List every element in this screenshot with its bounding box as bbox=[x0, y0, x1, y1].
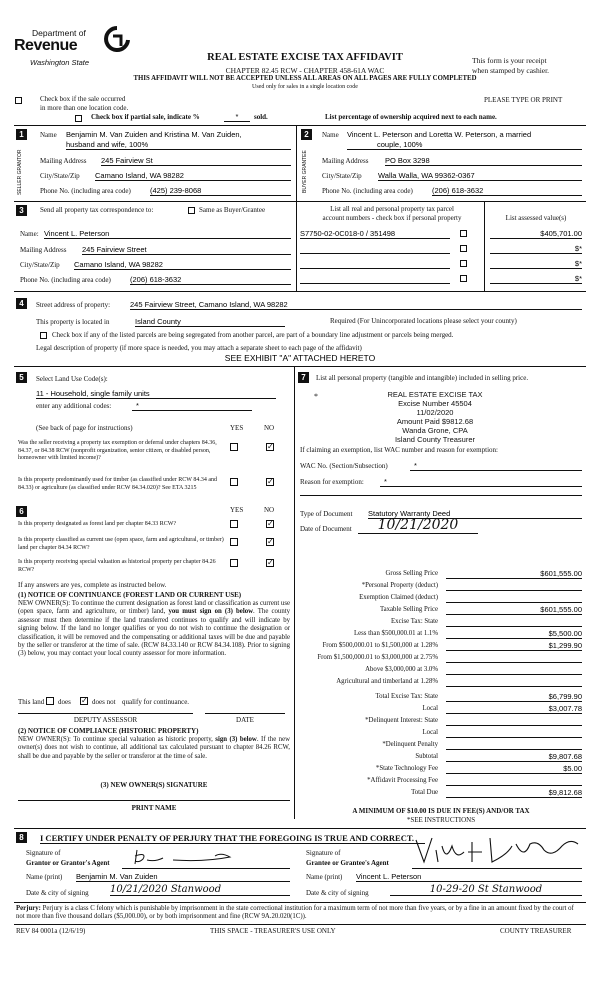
assessor-date-label: DATE bbox=[236, 716, 254, 724]
grantee-print-name[interactable]: Vincent L. Peterson bbox=[356, 872, 582, 882]
calc-row-value[interactable]: $6,799.90 bbox=[446, 692, 582, 702]
notice-1-text-b: you must sign on (3) below bbox=[168, 608, 254, 616]
buyer-name[interactable]: Vincent L. Peterson and Loretta W. Peterson, a married bbox=[347, 130, 532, 139]
sec5-question-1: Was the seller receiving a property tax exemption or deferral under chapters 84.36, 84.37, or 84.38 RCW (nonprofit organization, senior citizen, or disabled person, homeowner with limited income)? bbox=[18, 440, 217, 461]
personal-property-checkbox[interactable] bbox=[460, 230, 467, 237]
logo-dept-text: Department of bbox=[32, 28, 86, 38]
form-warning: THIS AFFIDAVIT WILL NOT BE ACCEPTED UNLESS ALL AREAS ON ALL PAGES ARE FULLY COMPLETED bbox=[133, 75, 477, 82]
calc-row-label: Local bbox=[422, 729, 438, 736]
sec6-q3-no-checkbox[interactable]: ✓ bbox=[267, 558, 274, 567]
calc-row-label: *Personal Property (deduct) bbox=[361, 582, 438, 589]
additional-codes[interactable]: * bbox=[132, 401, 252, 411]
stamp-mark-icon: * bbox=[314, 392, 318, 401]
calc-row-label: Excise Tax: State bbox=[391, 618, 438, 625]
calc-row-value[interactable] bbox=[446, 716, 582, 726]
buyer-phone-label: Phone No. (including area code) bbox=[322, 187, 413, 195]
calc-row-label: *Affidavit Processing Fee bbox=[367, 777, 438, 784]
buyer-name-line2[interactable]: couple, 100% bbox=[347, 140, 582, 150]
location-required-note: Required (For Unincorporated locations please select your county) bbox=[330, 317, 517, 325]
segregated-label: Check box if any of the listed parcels are being segregated from another parcel, are part of a boundary line adjustment or parcels being merged. bbox=[52, 331, 454, 339]
calc-row-label: Taxable Selling Price bbox=[379, 606, 438, 613]
seller-address[interactable]: 245 Fairview St bbox=[101, 156, 291, 166]
buyer-phone[interactable]: (206) 618-3632 bbox=[432, 186, 582, 196]
land-does-not-checkbox[interactable]: ✓ bbox=[81, 696, 88, 705]
calc-row-value[interactable]: $601,555.00 bbox=[446, 569, 582, 579]
parcel-number[interactable] bbox=[300, 274, 450, 284]
partial-sale-label: Check box if partial sale, indicate % bbox=[91, 113, 200, 121]
seller-name-label: Name bbox=[40, 131, 57, 139]
ownership-note: List percentage of ownership acquired next to each name. bbox=[325, 113, 497, 121]
calc-row-value[interactable]: $5,500.00 bbox=[446, 629, 582, 639]
form-number: REV 84 0001a (12/6/19) bbox=[16, 927, 86, 935]
calc-row-label: Less than $500,000.01 at 1.1% bbox=[353, 630, 438, 637]
section-3-number: 3 bbox=[16, 205, 27, 216]
calc-row-value[interactable] bbox=[446, 677, 582, 687]
notice-2-text-a: NEW OWNER(S): To continue special valuation as historic property, bbox=[18, 736, 216, 743]
buyer-address[interactable]: PO Box 3298 bbox=[385, 156, 582, 166]
perjury-text: Perjury is a class C felony which is punishable by imprisonment in the state correctional institution for a maximum term of not more than five years, or by a fine in an amount fixed by the court of not more than five thousand dollars ($5,000.00), or by both imprisonment and fine (RCW 9A.20.020(1C)). bbox=[16, 905, 574, 921]
form-title: REAL ESTATE EXCISE TAX AFFIDAVIT bbox=[207, 52, 403, 63]
tax-corr-label: Send all property tax correspondence to: bbox=[40, 206, 154, 214]
land-does-checkbox[interactable] bbox=[46, 697, 54, 705]
notice-2-text-b: sign (3) below bbox=[215, 736, 257, 743]
tax-corr-address[interactable]: 245 Fairview Street bbox=[82, 245, 291, 255]
parcels-header-2: account numbers - check box if personal property bbox=[322, 214, 462, 222]
stamp-line: Wanda Grone, CPA bbox=[402, 426, 468, 435]
stamp-line: 11/02/2020 bbox=[416, 408, 454, 417]
calc-row-value[interactable] bbox=[446, 776, 582, 786]
minimum-due-note: A MINIMUM OF $10.00 IS DUE IN FEE(S) AND/OR TAX bbox=[352, 807, 530, 815]
tax-corr-city[interactable]: Camano Island, WA 98282 bbox=[74, 260, 291, 270]
sec6-q2-no-checkbox[interactable]: ✓ bbox=[267, 537, 274, 546]
calc-row-label: *Delinquent Interest: State bbox=[365, 717, 438, 724]
buyer-address-label: Mailing Address bbox=[322, 157, 369, 165]
sec6-question-3: Is this property receiving special valuation as historical property per chapter 84.26 RCW? bbox=[18, 559, 216, 573]
parcel-assessed-value[interactable]: $* bbox=[490, 274, 582, 284]
property-location[interactable]: Island County bbox=[135, 317, 285, 327]
section-6-number: 6 bbox=[16, 506, 27, 517]
sec6-question-1: Is this property designated as forest land per chapter 84.33 RCW? bbox=[18, 521, 177, 527]
calc-row-value[interactable]: $601,555.00 bbox=[446, 605, 582, 615]
legal-label: Legal description of property (if more space is needed, you may attach a separate sheet to each page of the affidavit) bbox=[36, 344, 362, 352]
tax-corr-name-label: Name: bbox=[20, 230, 39, 238]
stamp-line: Island County Treasurer bbox=[394, 435, 476, 444]
tax-corr-phone[interactable]: (206) 618-3632 bbox=[130, 275, 291, 285]
logo-state-text: Washington State bbox=[30, 58, 90, 67]
seller-phone-label: Phone No. (including area code) bbox=[40, 187, 131, 195]
personal-property-checkbox[interactable] bbox=[460, 260, 467, 267]
personal-property-checkbox[interactable] bbox=[460, 245, 467, 252]
sec5-q2-yes-checkbox[interactable] bbox=[230, 478, 238, 486]
land-does-not-label: does not bbox=[92, 698, 116, 706]
partial-sale-checkbox[interactable] bbox=[75, 115, 82, 122]
multi-location-label: Check box if the sale occurred bbox=[40, 95, 126, 103]
calc-row-value[interactable]: $5.00 bbox=[446, 764, 582, 774]
buyer-city-label: City/State/Zip bbox=[322, 172, 362, 180]
receipt-note-2: when stamped by cashier. bbox=[472, 66, 550, 75]
buyer-name-label: Name bbox=[322, 131, 339, 139]
grantor-agent-label: Grantor or Grantor's Agent bbox=[26, 859, 110, 867]
property-street[interactable]: 245 Fairview Street, Camano Island, WA 98282 bbox=[130, 300, 582, 310]
sec6-q1-no-checkbox[interactable]: ✓ bbox=[267, 519, 274, 528]
grantor-name-label: Name (print) bbox=[26, 873, 63, 881]
calc-row-label: Agricultural and timberland at 1.28% bbox=[336, 678, 438, 685]
type-or-print: PLEASE TYPE OR PRINT bbox=[484, 96, 563, 104]
calc-row-label: Total Due bbox=[411, 789, 438, 796]
land-does-label: does bbox=[58, 698, 71, 706]
notice-2-text-c: . If the new owner(s) does not wish to continue, all additional tax calculated pursuant to chapter 84.26 RCW, shall be due and payable by the seller or transferor at the time of sale. bbox=[18, 736, 290, 760]
exemption-label: If claiming an exemption, list WAC number and reason for exemption: bbox=[300, 446, 498, 454]
wac-label: WAC No. (Section/Subsection) bbox=[300, 462, 388, 470]
values-header: List assessed value(s) bbox=[505, 214, 567, 222]
sec6-q2-yes-checkbox[interactable] bbox=[230, 538, 238, 546]
additional-codes-label: enter any additional codes: bbox=[36, 402, 112, 410]
multi-location-label-2: in more than one location code. bbox=[40, 104, 129, 112]
doc-date[interactable]: 10/21/2020 bbox=[358, 517, 478, 534]
parcel-number[interactable] bbox=[300, 244, 450, 254]
sec5-q1-yes-checkbox[interactable] bbox=[230, 443, 238, 451]
single-location-note: Used only for sales in a single location code bbox=[252, 84, 358, 90]
section-7-number: 7 bbox=[298, 372, 309, 383]
doc-type-label: Type of Document bbox=[300, 510, 353, 518]
sec6-yes-header: YES bbox=[230, 506, 244, 514]
grantor-date-city[interactable]: 10/21/2020 Stanwood bbox=[110, 884, 290, 896]
dor-logo bbox=[14, 24, 132, 70]
sec6-no-header: NO bbox=[264, 506, 275, 514]
calc-row-value[interactable]: $3,007.78 bbox=[446, 704, 582, 714]
calc-row-label: From $1,500,000.01 to $3,000,000 at 2.75% bbox=[317, 654, 438, 661]
sec5-question-2: Is this property predominantly used for timber (as classified under RCW 84.34 and 84.33) or agriculture (as classified under RCW 84.34.020)? See ETA 3215 bbox=[18, 477, 218, 491]
print-name-label: PRINT NAME bbox=[131, 804, 177, 812]
certify-statement: I CERTIFY UNDER PENALTY OF PERJURY THAT THE FOREGOING IS TRUE AND CORRECT. bbox=[40, 833, 415, 843]
sec5-q2-no-checkbox[interactable]: ✓ bbox=[267, 477, 274, 486]
grantor-print-name[interactable]: Benjamin M. Van Zuiden bbox=[76, 872, 290, 882]
partial-sale-sold: sold. bbox=[254, 113, 268, 121]
seller-side-label: SELLER GRANTOR bbox=[17, 149, 23, 195]
stamp-line: REAL ESTATE EXCISE TAX bbox=[387, 390, 483, 399]
legal-description[interactable]: SEE EXHIBIT "A" ATTACHED HERETO bbox=[224, 353, 376, 363]
section-8-number: 8 bbox=[16, 832, 27, 843]
section-1-number: 1 bbox=[16, 129, 27, 140]
segregated-checkbox[interactable] bbox=[40, 332, 47, 339]
grantee-agent-label: Grantee or Grantee's Agent bbox=[306, 859, 389, 867]
calc-row-value[interactable]: $1,299.90 bbox=[446, 641, 582, 651]
land-use-label: Select Land Use Code(s): bbox=[36, 375, 108, 383]
deputy-assessor-label: DEPUTY ASSESSOR bbox=[73, 716, 138, 724]
section-5-number: 5 bbox=[16, 372, 27, 383]
street-label: Street address of property: bbox=[36, 301, 111, 309]
calc-row-value[interactable] bbox=[446, 740, 582, 750]
calc-row-value[interactable] bbox=[446, 593, 582, 603]
land-use-code[interactable]: 11 - Household, single family units bbox=[36, 389, 276, 399]
personal-property-label: List all personal property (tangible and intangible) included in selling price. bbox=[316, 374, 529, 382]
calc-row-label: Total Excise Tax: State bbox=[375, 693, 438, 700]
same-as-buyer-label: Same as Buyer/Grantee bbox=[199, 206, 266, 214]
seller-address-label: Mailing Address bbox=[40, 157, 87, 165]
doc-date-label: Date of Document bbox=[300, 525, 352, 533]
tax-corr-phone-label: Phone No. (including area code) bbox=[20, 276, 111, 284]
calc-row-value[interactable] bbox=[446, 617, 582, 627]
sec6-question-2: Is this property classified as current use (open space, farm and agricultural, or timber) land per chapter 84.34 RCW? bbox=[18, 537, 224, 551]
sec5-yes-header: YES bbox=[230, 424, 244, 432]
calc-row-label: Subtotal bbox=[415, 753, 438, 760]
calc-row-label: *Delinquent Penalty bbox=[382, 741, 438, 748]
calc-row-label: Local bbox=[422, 705, 438, 712]
parcel-assessed-value[interactable]: $405,701.00 bbox=[490, 229, 582, 239]
notice-1-title: (1) NOTICE OF CONTINUANCE (FOREST LAND OR CURRENT USE) bbox=[18, 591, 242, 599]
sec5-q1-no-checkbox[interactable]: ✓ bbox=[267, 442, 274, 451]
calc-row-label: Above $3,000,000 at 3.0% bbox=[365, 666, 438, 673]
calc-row-value[interactable] bbox=[446, 653, 582, 663]
see-instructions: *SEE INSTRUCTIONS bbox=[406, 816, 476, 824]
back-page-note: (See back of page for instructions) bbox=[36, 424, 133, 432]
this-land-label: This land bbox=[18, 698, 45, 706]
calc-row-label: From $500,000.01 to $1,500,000 at 1.28% bbox=[322, 642, 438, 649]
calc-row-value[interactable]: $9,807.68 bbox=[446, 752, 582, 762]
section-4-number: 4 bbox=[16, 298, 27, 309]
logo-revenue-text: Revenue bbox=[14, 37, 78, 54]
calc-row-label: Exemption Claimed (deduct) bbox=[359, 594, 438, 601]
section-2-number: 2 bbox=[301, 129, 312, 140]
buyer-city[interactable]: Walla Walla, WA 99362-0367 bbox=[378, 171, 582, 181]
grantor-sig-of: Signature of bbox=[26, 849, 61, 857]
personal-property-checkbox[interactable] bbox=[460, 275, 467, 282]
grantee-signature[interactable] bbox=[412, 832, 582, 868]
county-treasurer-label: COUNTY TREASURER bbox=[500, 927, 572, 935]
reason-label: Reason for exemption: bbox=[300, 478, 364, 486]
perjury-notice bbox=[16, 905, 584, 922]
doc-type[interactable]: Statutory Warranty Deed bbox=[368, 509, 582, 519]
calc-row-value[interactable]: $9,812.68 bbox=[446, 788, 582, 798]
grantee-name-label: Name (print) bbox=[306, 873, 343, 881]
grantor-date-label: Date & city of signing bbox=[26, 889, 89, 897]
seller-city[interactable]: Camano Island, WA 98282 bbox=[95, 171, 291, 181]
notice-1-text-c: . The county assessor must then determine if the land transferred continues to qualify and will indicate by signing below. If the land no longer qualifies or you do not wish to continue the designation or classification, it will be removed and the compensating or additional taxes will be due and payable by the seller or transferor at the time of sale. (RCW 84.33.140 or RCW 84.34.108). Prior to signing (3) below, you may contact your local county assessor for more information. bbox=[18, 608, 291, 658]
notice-1-text bbox=[18, 600, 290, 659]
parcel-assessed-value[interactable]: $* bbox=[490, 259, 582, 269]
wac-number[interactable]: * bbox=[410, 461, 582, 471]
multi-location-checkbox[interactable] bbox=[15, 97, 22, 104]
stamp-line: Amount Paid $9812.68 bbox=[396, 417, 474, 426]
seller-city-label: City/State/Zip bbox=[40, 172, 80, 180]
seller-name[interactable]: Benjamin M. Van Zuiden and Kristina M. Van Zuiden, bbox=[66, 130, 242, 139]
new-owner-signature-title: (3) NEW OWNER(S) SIGNATURE bbox=[100, 781, 208, 789]
seller-phone[interactable]: (425) 239-8068 bbox=[150, 186, 291, 196]
tax-corr-address-label: Mailing Address bbox=[20, 246, 67, 254]
treasurer-space-label: THIS SPACE - TREASURER'S USE ONLY bbox=[210, 927, 336, 935]
grantee-sig-of: Signature of bbox=[306, 849, 341, 857]
grantor-signature[interactable] bbox=[125, 846, 285, 868]
tax-corr-name[interactable]: Vincent L. Peterson bbox=[44, 229, 291, 239]
calc-row-label: Gross Selling Price bbox=[385, 570, 438, 577]
sec6-q1-yes-checkbox[interactable] bbox=[230, 520, 238, 528]
seller-name-line2[interactable]: husband and wife, 100% bbox=[66, 140, 291, 150]
parcels-header-1: List all real and personal property tax parcel bbox=[330, 205, 454, 213]
notice-1-text-a: NEW OWNER(S): To continue the current designation as forest land or classification as current use (open space, farm and agriculture, or timber) land, bbox=[18, 600, 290, 616]
sec6-q3-yes-checkbox[interactable] bbox=[230, 559, 238, 567]
buyer-side-label: BUYER GRANTEE bbox=[302, 150, 308, 194]
form-chapter: CHAPTER 82.45 RCW - CHAPTER 458-61A WAC bbox=[225, 66, 385, 75]
parcel-assessed-value[interactable]: $* bbox=[490, 244, 582, 254]
sec5-no-header: NO bbox=[264, 424, 275, 432]
qualify-label: qualify for continuance. bbox=[122, 698, 190, 706]
calc-row-value[interactable] bbox=[446, 665, 582, 675]
logo-emblem-icon bbox=[104, 26, 130, 54]
partial-sale-percent[interactable]: * bbox=[224, 112, 250, 122]
treasurer-stamp bbox=[340, 390, 530, 444]
calc-row-value[interactable] bbox=[446, 728, 582, 738]
same-as-buyer-checkbox[interactable] bbox=[188, 207, 195, 214]
notice-2-title: (2) NOTICE OF COMPLIANCE (HISTORIC PROPERTY) bbox=[18, 727, 199, 735]
notice-2-text bbox=[18, 736, 290, 761]
grantee-date-city[interactable]: 10-29-20 St Stanwood bbox=[390, 884, 582, 896]
calc-row-value[interactable] bbox=[446, 581, 582, 591]
location-label: This property is located in bbox=[36, 318, 110, 326]
tax-corr-city-label: City/State/Zip bbox=[20, 261, 60, 269]
calc-row-label: *State Technology Fee bbox=[375, 765, 438, 772]
if-yes-note: If any answers are yes, complete as instructed below. bbox=[18, 581, 167, 589]
perjury-label: Perjury: bbox=[16, 905, 41, 912]
stamp-line: Excise Number 45504 bbox=[398, 399, 472, 408]
grantee-date-label: Date & city of signing bbox=[306, 889, 369, 897]
parcel-number[interactable] bbox=[300, 259, 450, 269]
parcel-number[interactable]: S7750-02-0C018-0 / 351498 bbox=[300, 229, 450, 239]
receipt-note-1: This form is your receipt bbox=[472, 56, 547, 65]
exemption-reason[interactable]: * bbox=[380, 477, 582, 487]
